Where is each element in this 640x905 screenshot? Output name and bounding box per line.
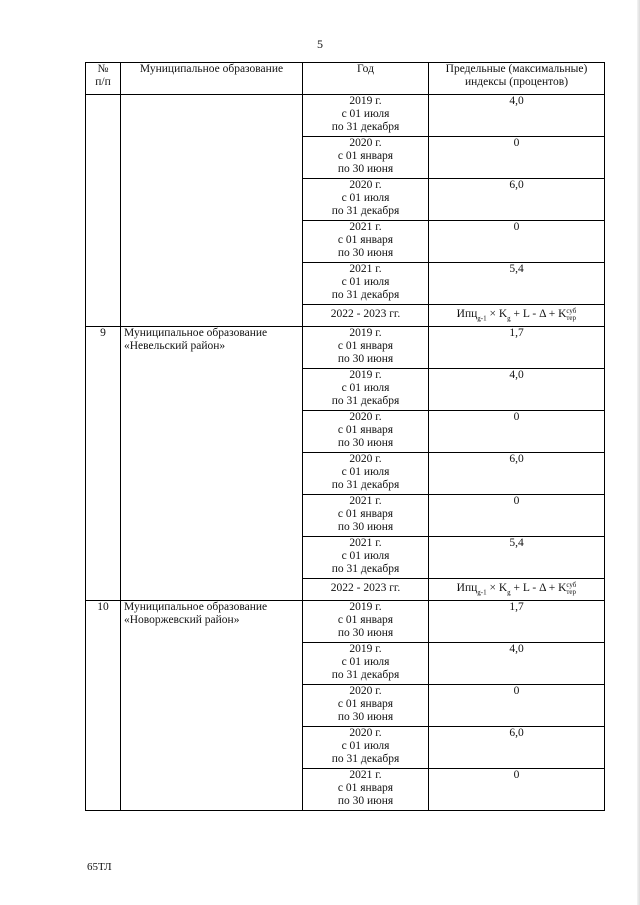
table-row [86, 95, 605, 137]
index-value: 0 [429, 137, 605, 179]
index-value: 4,0 [429, 369, 605, 411]
table-body [86, 95, 605, 811]
row-number [86, 95, 121, 327]
index-value: 0 [429, 411, 605, 453]
formula-supsub [566, 308, 576, 322]
period-cell: 2019 г. с 01 июля по 31 декабря [303, 95, 429, 137]
index-value [429, 579, 605, 601]
period-cell: 2019 г. с 01 января по 30 июня [303, 601, 429, 643]
period-cell: 2021 г. с 01 января по 30 июня [303, 495, 429, 537]
index-value: 6,0 [429, 179, 605, 221]
period-cell: 2021 г. с 01 января по 30 июня [303, 769, 429, 811]
footer-code: 65ТЛ [87, 861, 112, 873]
index-value: 4,0 [429, 95, 605, 137]
formula-mid2: + L - Δ + K [510, 582, 567, 594]
formula-sub-g1: g-1 [477, 314, 487, 323]
formula-prefix: Ипц [456, 582, 478, 594]
formula-sub-ter: тер [566, 314, 577, 322]
index-value [429, 305, 605, 327]
index-value: 6,0 [429, 727, 605, 769]
index-value: 5,4 [429, 263, 605, 305]
formula-sub-g: g [507, 588, 511, 597]
row-number: 9 [86, 327, 121, 601]
period-cell: 2019 г. с 01 июля по 31 декабря [303, 369, 429, 411]
index-value: 6,0 [429, 453, 605, 495]
period-cell: 2020 г. с 01 июля по 31 декабря [303, 179, 429, 221]
indices-table [85, 62, 605, 811]
formula-sub-g1: g-1 [477, 588, 487, 597]
index-value: 0 [429, 685, 605, 727]
formula-mid1: × K [486, 308, 508, 320]
formula-prefix: Ипц [456, 308, 478, 320]
formula-supsub [566, 582, 576, 596]
formula-sup-sub: суб [566, 581, 577, 589]
period-cell: 2020 г. с 01 июля по 31 декабря [303, 727, 429, 769]
period-cell: 2021 г. с 01 июля по 31 декабря [303, 263, 429, 305]
period-cell: 2020 г. с 01 января по 30 июня [303, 411, 429, 453]
row-number: 10 [86, 601, 121, 811]
table-row [86, 327, 605, 369]
formula-mid1: × K [486, 582, 508, 594]
table-header-row [86, 63, 605, 95]
tariff-formula [456, 307, 577, 323]
period-cell: 2022 - 2023 гг. [303, 579, 429, 601]
period-cell: 2022 - 2023 гг. [303, 305, 429, 327]
table-row [86, 601, 605, 643]
formula-mid2: + L - Δ + K [510, 308, 567, 320]
period-cell: 2020 г. с 01 июля по 31 декабря [303, 453, 429, 495]
index-value: 0 [429, 769, 605, 811]
index-value: 0 [429, 495, 605, 537]
period-cell: 2021 г. с 01 января по 30 июня [303, 221, 429, 263]
formula-sup-sub: суб [566, 307, 577, 315]
period-cell: 2020 г. с 01 января по 30 июня [303, 685, 429, 727]
header-num: № п/п [86, 63, 121, 95]
formula-sub-g: g [507, 314, 511, 323]
index-value: 0 [429, 221, 605, 263]
municipality-name [121, 95, 303, 327]
page-number: 5 [317, 37, 323, 51]
period-cell: 2021 г. с 01 июля по 31 декабря [303, 537, 429, 579]
period-cell: 2020 г. с 01 января по 30 июня [303, 137, 429, 179]
period-cell: 2019 г. с 01 июля по 31 декабря [303, 643, 429, 685]
index-value: 4,0 [429, 643, 605, 685]
municipality-name: Муниципальное образование «Невельский район» [121, 327, 303, 601]
header-municipality: Муниципальное образование [121, 63, 303, 95]
index-value: 1,7 [429, 601, 605, 643]
header-index: Предельные (максимальные) индексы (процентов) [429, 63, 605, 95]
header-year: Год [303, 63, 429, 95]
index-value: 5,4 [429, 537, 605, 579]
formula-sub-ter: тер [566, 588, 577, 596]
period-cell: 2019 г. с 01 января по 30 июня [303, 327, 429, 369]
index-value: 1,7 [429, 327, 605, 369]
municipality-name: Муниципальное образование «Новоржевский район» [121, 601, 303, 811]
tariff-formula [456, 581, 577, 597]
